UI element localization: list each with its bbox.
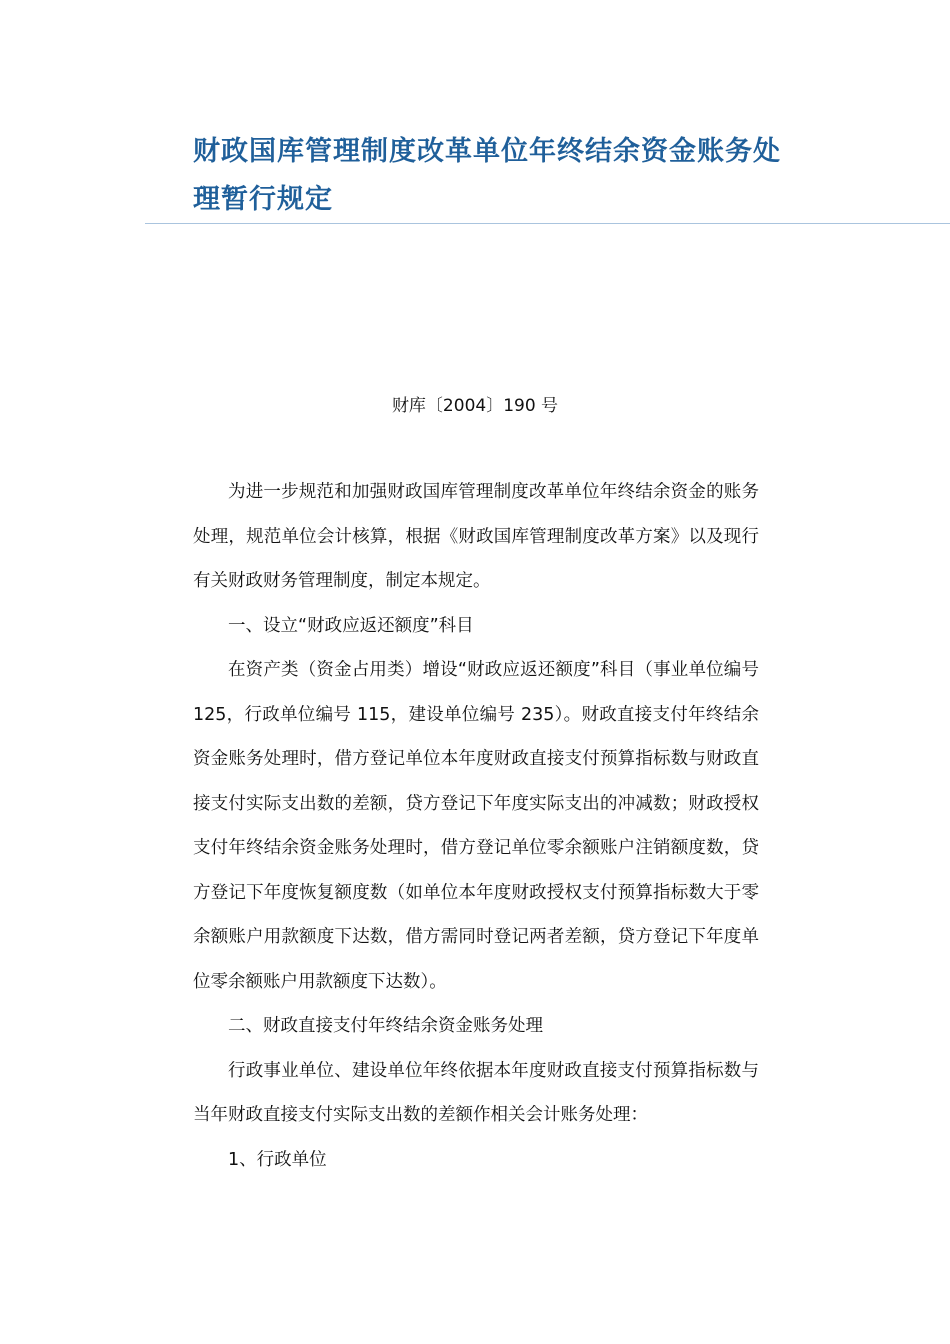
subsection-heading-1: 1、行政单位 [228, 1149, 327, 1170]
paragraph-section-2: 行政事业单位、建设单位年终依据本年度财政直接支付预算指标数与当年财政直接支付实际支出数的差额作相关会计账务处理： [193, 1060, 759, 1125]
document-body [193, 470, 759, 1182]
section-heading-2: 二、财政直接支付年终结余资金账务处理 [228, 1016, 543, 1036]
document-number: 财库〔2004〕190 号 [391, 396, 559, 416]
paragraph-section-1: 在资产类（资金占用类）增设“财政应返还额度”科目（事业单位编号 125，行政单位编号 115，建设单位编号 235）。财政直接支付年终结余资金账务处理时，借方登记单位本年度财政直接支付预算指标数与财政直接支付实际支出数的差额，贷方登记下年度实际支出的冲减数；财政授权支付年终结余资金账务处理时，借方登记单位零余额账户注销额度数，贷方登记下年度恢复额度数（如单位本年度财政授权支付预算指标数大于零余额账户用款额度下达数，借方需同时登记两者差额，贷方登记下年度单位零余额账户用款额度下达数）。 [193, 660, 759, 992]
paragraph-preamble: 为进一步规范和加强财政国库管理制度改革单位年终结余资金的账务处理，规范单位会计核算，根据《财政国库管理制度改革方案》以及现行有关财政财务管理制度，制定本规定。 [193, 482, 759, 591]
section-heading-1: 一、设立“财政应返还额度”科目 [228, 615, 474, 636]
title-divider [145, 223, 950, 224]
document-title: 财政国库管理制度改革单位年终结余资金账务处理暂行规定 [193, 136, 781, 215]
